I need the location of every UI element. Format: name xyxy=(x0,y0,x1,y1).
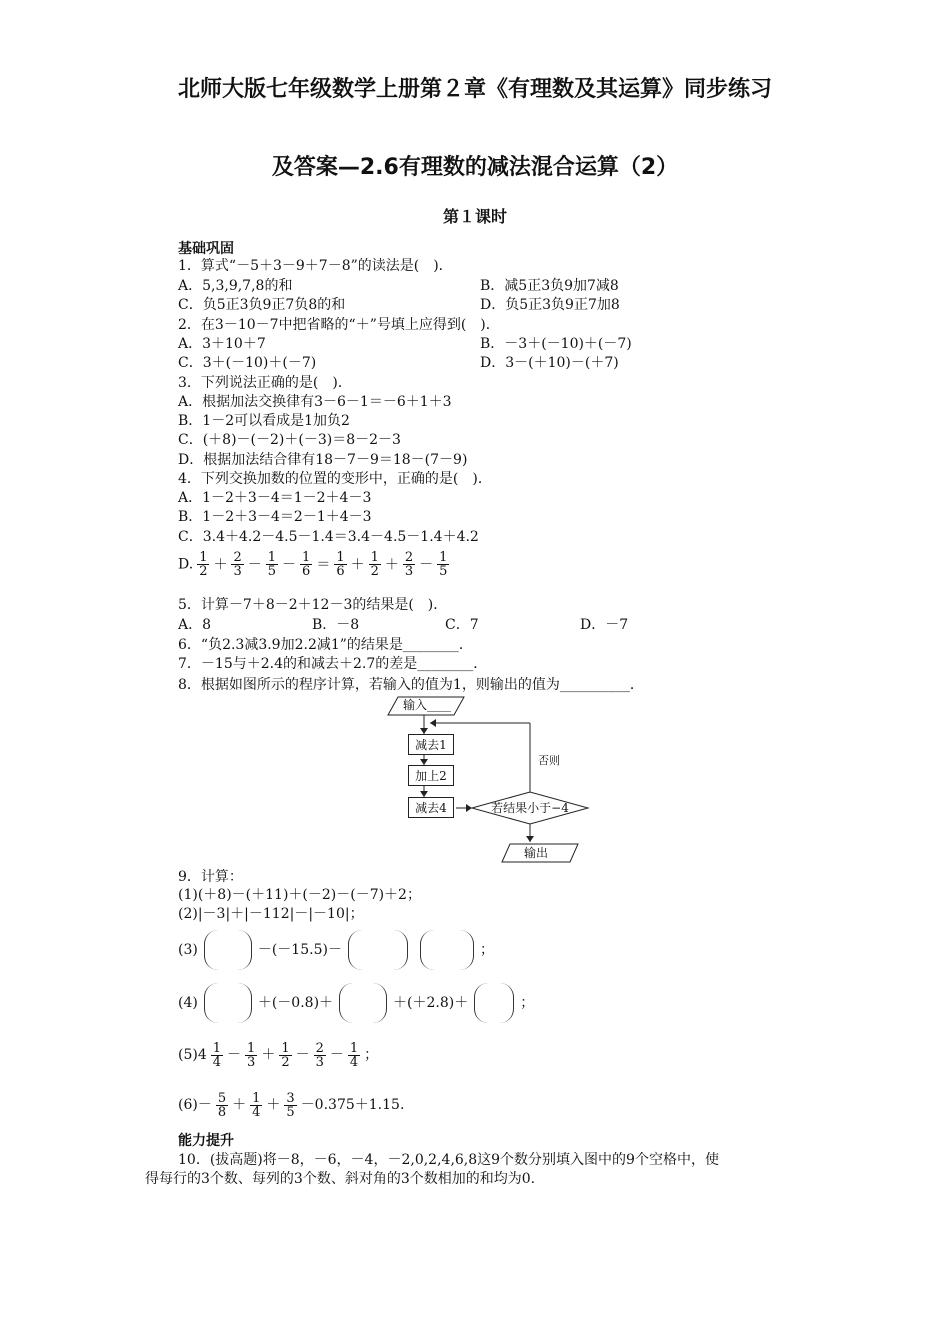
q9-part-4 xyxy=(178,981,534,1025)
q4-d-fraction xyxy=(334,551,346,578)
q2-option-b: B．－3＋(－10)＋(－7) xyxy=(480,336,632,352)
q2-option-a: A．3＋10＋7 xyxy=(178,336,266,352)
q4-d-denominator: 3 xyxy=(404,564,414,579)
title-line-1: 北师大版七年级数学上册第２章《有理数及其运算》同步练习 xyxy=(177,77,772,102)
q4-d-label: D. xyxy=(178,556,194,573)
q3-option-d: D．根据加法结合律有18－7－9＝18－(7－9) xyxy=(178,452,468,468)
section-advanced: 能力提升 xyxy=(178,1133,234,1149)
q1-option-a: A．5,3,9,7,8的和 xyxy=(178,278,293,294)
q8-stem: 8．根据如图所示的程序计算，若输入的值为1，则输出的值为__________． xyxy=(178,677,644,693)
section-basic: 基础巩固 xyxy=(178,241,234,257)
flowchart-step-add-2: 加上2 xyxy=(408,765,454,786)
q1-option-d: D．负5正3负9正7加8 xyxy=(480,297,620,313)
q7-stem: 7．－15与＋2.4的和减去＋2.7的差是________． xyxy=(178,656,488,672)
q9-p3-end: ； xyxy=(479,942,494,958)
q9-part-2: (2)|－3|＋|－112|－|－10|； xyxy=(178,906,364,922)
q9-p6-fraction xyxy=(216,1092,228,1119)
q9-part-6 xyxy=(178,1088,404,1122)
q5-stem: 5．计算－7＋8－2＋12－3的结果是( )． xyxy=(178,597,448,613)
q4-d-operator: ＋ xyxy=(384,556,399,573)
q9-p5-numerator: 1 xyxy=(281,1040,290,1056)
q9-p5-label: (5) xyxy=(178,1047,198,1063)
q9-p3-label: (3) xyxy=(178,942,198,958)
q9-p5-fraction xyxy=(348,1042,360,1069)
q4-option-b: B．1－2＋3－4＝2－1＋4－3 xyxy=(178,509,372,525)
q3-stem: 3．下列说法正确的是( )． xyxy=(178,375,352,391)
q9-p3-paren-2 xyxy=(348,930,408,970)
q4-d-operator: ＋ xyxy=(350,556,365,573)
q9-p6-denominator: 8 xyxy=(217,1104,227,1120)
q4-d-denominator: 2 xyxy=(370,564,379,579)
q9-stem: 9．计算： xyxy=(178,869,243,885)
q4-d-numerator: 1 xyxy=(302,550,311,565)
q9-p5-numerator: 2 xyxy=(315,1040,324,1056)
q4-d-numerator: 2 xyxy=(404,550,414,565)
q4-d-numerator: 1 xyxy=(439,550,448,565)
q9-p5-denominator: 3 xyxy=(315,1054,324,1070)
q4-d-numerator: 1 xyxy=(370,550,379,565)
q9-p6-operator: ＋ xyxy=(232,1097,247,1113)
q4-d-fraction xyxy=(403,551,415,578)
q4-d-fraction xyxy=(300,551,312,578)
q9-p6-numerator: 1 xyxy=(252,1090,261,1106)
q9-p5-denominator: 2 xyxy=(281,1054,290,1070)
q9-p5-denominator: 4 xyxy=(349,1054,359,1070)
q9-p6-operator: ＋ xyxy=(266,1097,281,1113)
q4-d-numerator: 1 xyxy=(267,550,277,565)
flowchart-else-label: 否则 xyxy=(538,754,560,767)
q4-d-fraction xyxy=(437,551,449,578)
q5-option-c: C．7 xyxy=(445,617,479,633)
q4-d-denominator: 6 xyxy=(336,564,345,579)
q9-p6-numerator: 5 xyxy=(217,1090,227,1106)
title-line-2: 及答案—2.6有理数的减法混合运算（2） xyxy=(271,155,679,180)
q9-p3-paren-1 xyxy=(204,930,252,970)
q9-part-5 xyxy=(178,1038,378,1072)
q9-p5-fraction xyxy=(245,1042,257,1069)
q9-p3-paren-3 xyxy=(420,930,474,970)
q9-p6-end: －0.375＋1.15. xyxy=(300,1097,405,1113)
q9-part-1: (1)(＋8)－(＋11)＋(－2)－(－7)＋2； xyxy=(178,887,421,903)
q4-d-denominator: 5 xyxy=(439,564,448,579)
q4-option-a: A．1－2＋3－4＝1－2＋4－3 xyxy=(178,490,372,506)
flowchart-step-subtract-4: 减去4 xyxy=(408,797,454,818)
lesson-heading: 第１课时 xyxy=(442,207,507,226)
q4-d-numerator: 2 xyxy=(233,550,242,565)
q4-d-numerator: 1 xyxy=(199,550,208,565)
q9-p6-denominator: 4 xyxy=(252,1104,261,1120)
q4-option-c: C．3.4＋4.2－4.5－1.4＝3.4－4.5－1.4＋4.2 xyxy=(178,529,479,545)
q2-option-d: D．3－(＋10)－(＋7) xyxy=(480,355,619,371)
q4-d-fraction xyxy=(369,551,381,578)
q9-p4-a: ＋(－0.8)＋ xyxy=(257,995,334,1011)
q9-p4-label: (4) xyxy=(178,995,198,1011)
flowchart-output: 输出 xyxy=(523,846,548,860)
q4-d-operator: ＝ xyxy=(316,556,331,573)
q9-p6-denominator: 5 xyxy=(286,1104,295,1120)
q9-p4-paren-1 xyxy=(204,983,252,1023)
q4-d-fraction xyxy=(266,551,278,578)
q9-p5-numerator: 1 xyxy=(349,1040,359,1056)
q9-p6-expression xyxy=(212,1090,301,1120)
q3-option-a: A．根据加法交换律有3－6－1＝－6＋1＋3 xyxy=(178,394,452,410)
q9-p5-expression xyxy=(207,1040,364,1070)
q9-p5-operator: － xyxy=(329,1047,344,1063)
q4-d-denominator: 5 xyxy=(267,564,277,579)
q9-p6-numerator: 3 xyxy=(286,1090,295,1106)
q4-stem: 4．下列交换加数的位置的变形中，正确的是( )． xyxy=(178,471,492,487)
flowchart-decision: 若结果小于−4 xyxy=(491,801,569,815)
q9-part-3 xyxy=(178,928,494,972)
q9-p5-numerator: 1 xyxy=(212,1040,222,1056)
q4-d-denominator: 2 xyxy=(199,564,208,579)
q4-d-operator: － xyxy=(282,556,297,573)
q9-p5-fraction xyxy=(211,1042,223,1069)
q9-p4-paren-3 xyxy=(474,983,514,1023)
q9-p4-paren-2 xyxy=(339,983,387,1023)
q4-d-operator: ＋ xyxy=(213,556,228,573)
q10-line-2: 得每行的3个数、每列的3个数、斜对角的3个数相加的和均为0. xyxy=(145,1171,536,1187)
q2-option-c: C．3＋(－10)＋(－7) xyxy=(178,355,317,371)
q4-d-operator: － xyxy=(247,556,262,573)
q4-d-operator: － xyxy=(419,556,434,573)
q9-p4-b: ＋(＋2.8)＋ xyxy=(393,995,469,1011)
q6-stem: 6．“负2.3减3.9加2.2减1”的结果是________． xyxy=(178,637,473,653)
q3-option-c: C．(＋8)－(－2)＋(－3)＝8－2－3 xyxy=(178,432,401,448)
q5-option-b: B．－8 xyxy=(312,617,360,633)
q5-option-a: A．8 xyxy=(178,617,212,633)
q4-d-expression xyxy=(193,550,453,579)
q3-option-b: B．1－2可以看成是1加负2 xyxy=(178,413,350,429)
q4-d-denominator: 6 xyxy=(302,564,311,579)
q9-p3-mid: －(－15.5)－ xyxy=(257,942,342,958)
q9-p5-operator: － xyxy=(295,1047,310,1063)
q4-d-numerator: 1 xyxy=(336,550,345,565)
q4-d-fraction xyxy=(197,551,209,578)
q4-d-denominator: 3 xyxy=(233,564,242,579)
q9-p5-numerator: 1 xyxy=(247,1040,256,1056)
q9-p5-end: ； xyxy=(364,1047,379,1063)
q9-p5-operator: ＋ xyxy=(261,1047,276,1063)
q2-stem: 2．在3－10－7中把省略的“＋”号填上应得到( )． xyxy=(178,317,500,333)
q9-p5-denominator: 3 xyxy=(247,1054,256,1070)
q4-option-d xyxy=(178,551,453,578)
q9-p5-operator: － xyxy=(227,1047,242,1063)
q1-option-c: C．负5正3负9正7负8的和 xyxy=(178,297,346,313)
q9-p4-end: ； xyxy=(520,995,535,1011)
q9-p6-label: (6)－ xyxy=(178,1097,212,1113)
q1-option-b: B．减5正3负9加7减8 xyxy=(480,278,619,294)
flowchart-step-subtract-1: 减去1 xyxy=(408,734,454,755)
q9-p5-fraction xyxy=(314,1042,326,1069)
q9-p5-lead: 4 xyxy=(197,1047,207,1063)
q9-p6-fraction xyxy=(250,1092,262,1119)
q5-option-d: D．－7 xyxy=(580,617,629,633)
q4-d-fraction xyxy=(231,551,243,578)
q9-p5-fraction xyxy=(279,1042,291,1069)
q1-stem: 1．算式“－5＋3－9＋7－8”的读法是( )． xyxy=(178,258,453,274)
q10-line-1: 10．(拔高题)将－8，－6，－4，－2,0,2,4,6,8这9个数分别填入图中的9个空格中，使 xyxy=(178,1152,719,1168)
q9-p6-fraction xyxy=(284,1092,296,1119)
flowchart-input: 输入____ xyxy=(402,698,451,712)
q9-p5-denominator: 4 xyxy=(212,1054,222,1070)
